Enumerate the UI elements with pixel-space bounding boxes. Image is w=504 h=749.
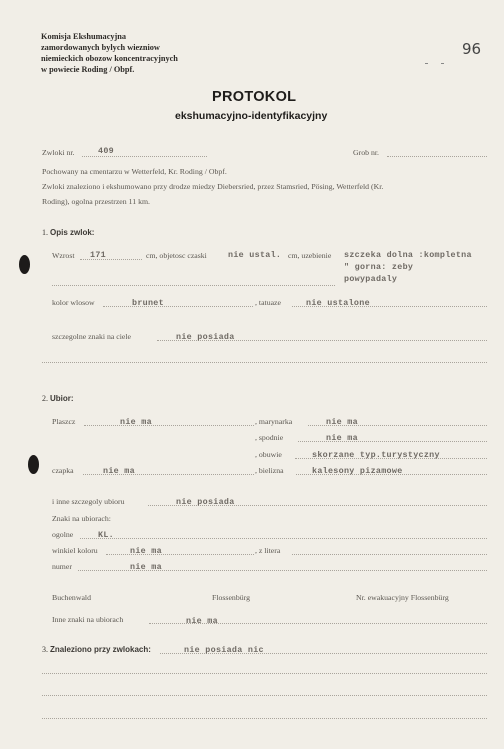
szczegolne-znaki-label: szczegolne znaki na ciele xyxy=(52,332,132,341)
page-number: 96 xyxy=(462,40,482,58)
winkiel-koloru-label: winkiel koloru xyxy=(52,546,98,555)
uzebienie-value-line-1: szczeka dolna :kompletna xyxy=(344,250,472,260)
uzebienie-value-line-2: " gorna: zeby xyxy=(344,262,414,272)
tatuaze-value: nie ustalone xyxy=(306,298,370,308)
section-3-value: nie posiada nic xyxy=(184,645,264,655)
found-location-line-1: Zwloki znaleziono i ekshumowano przy drodze miedzy Diebersried, przez Stamsried, Pösing, Wetterfeld (Kr. xyxy=(42,182,384,191)
found-location-line-2: Roding), ogolna przestrzen 11 km. xyxy=(42,197,150,206)
nr-ewakuacyjny-label: Nr. ewakuacyjny Flossenbürg xyxy=(356,593,449,602)
burial-place-text: Pochowany na cmentarzu w Wetterfeld, Kr. Roding / Obpf. xyxy=(42,167,227,176)
commission-name-line-1: Komisja Ekshumacyjna xyxy=(41,32,127,41)
czapka-value: nie ma xyxy=(103,466,135,476)
page-title: PROTOKOL xyxy=(212,89,297,105)
inne-znaki-label: Inne znaki na ubiorach xyxy=(52,615,124,624)
section-2-heading xyxy=(42,394,74,403)
dotted-line xyxy=(42,673,487,674)
numer-label: numer xyxy=(52,562,72,571)
commission-name-line-2: zamordowanych bylych wiezniow xyxy=(41,43,160,52)
inne-znaki-value: nie ma xyxy=(186,616,218,626)
tatuaze-label: , tatuaze xyxy=(255,298,281,307)
section-2-title: Ubior: xyxy=(50,394,74,403)
ogolne-label: ogolne xyxy=(52,530,74,539)
page-subtitle: ekshumacyjno-identyfikacyjny xyxy=(175,110,328,122)
znaki-na-ubiorach-label: Znaki na ubiorach: xyxy=(52,514,111,523)
marynarka-value: nie ma xyxy=(326,417,358,427)
inne-szczegoly-value: nie posiada xyxy=(176,497,235,507)
plaszcz-label: Plaszcz xyxy=(52,417,76,426)
plaszcz-value: nie ma xyxy=(120,417,152,427)
section-1-heading xyxy=(42,228,94,237)
kolor-wlosow-label: kolor wlosow xyxy=(52,298,95,307)
ogolne-value: KL. xyxy=(98,530,114,540)
ink-mark xyxy=(441,63,444,64)
dotted-line xyxy=(106,554,254,555)
flossenburg-label: Flossenbürg xyxy=(212,593,250,602)
numer-value: nie ma xyxy=(130,562,162,572)
inne-szczegoly-label: i inne szczegoly ubioru xyxy=(52,497,125,506)
szczegolne-znaki-value: nie posiada xyxy=(176,332,235,342)
dotted-line xyxy=(42,718,487,719)
spodnie-label: , spodnie xyxy=(255,433,284,442)
section-1-title: Opis zwlok: xyxy=(50,228,95,237)
zwloki-label: Zwloki nr. xyxy=(42,148,75,157)
objetosc-value: nie ustal. xyxy=(228,250,282,260)
obuwie-label: , obuwie xyxy=(255,450,282,459)
uzebienie-value-line-3: powypadaly xyxy=(344,274,398,284)
obuwie-value: skorzane typ.turystyczny xyxy=(312,450,440,460)
kolor-wlosow-value: brunet xyxy=(132,298,164,308)
wzrost-label: Wzrost xyxy=(52,251,75,260)
dotted-line xyxy=(52,285,335,286)
buchenwald-label: Buchenwald xyxy=(52,593,91,602)
binder-hole xyxy=(19,255,30,274)
wzrost-value: 171 xyxy=(90,250,106,260)
objetosc-label: cm, objetosc czaski xyxy=(146,251,207,260)
dotted-line xyxy=(103,306,253,307)
bielizna-label: , bielizna xyxy=(255,466,284,475)
commission-name-line-3: niemieckich obozow koncentracyjnych xyxy=(41,54,178,63)
binder-hole xyxy=(28,455,39,474)
section-2-number: 2. xyxy=(42,394,48,403)
uzebienie-label: cm, uzebienie xyxy=(288,251,332,260)
czapka-label: czapka xyxy=(52,466,74,475)
section-1-number: 1. xyxy=(42,228,48,237)
dotted-line xyxy=(42,695,487,696)
winkiel-koloru-value: nie ma xyxy=(130,546,162,556)
dotted-line xyxy=(42,362,487,363)
section-3-title: Znaleziono przy zwlokach: xyxy=(50,645,151,654)
dotted-line xyxy=(292,554,487,555)
dotted-line xyxy=(84,425,254,426)
bielizna-value: kalesony pizamowe xyxy=(312,466,403,476)
section-3-number: 3. xyxy=(42,645,48,654)
spodnie-value: nie ma xyxy=(326,433,358,443)
z-litera-label: , z litera xyxy=(255,546,281,555)
ink-mark xyxy=(425,63,428,64)
dotted-line xyxy=(82,156,207,157)
section-3-heading xyxy=(42,645,151,654)
dotted-line xyxy=(387,156,487,157)
commission-name-line-4: w powiecie Roding / Obpf. xyxy=(41,65,135,74)
grob-label: Grob nr. xyxy=(353,148,379,157)
marynarka-label: , marynarka xyxy=(255,417,293,426)
dotted-line xyxy=(80,538,487,539)
zwloki-value: 409 xyxy=(98,146,114,156)
